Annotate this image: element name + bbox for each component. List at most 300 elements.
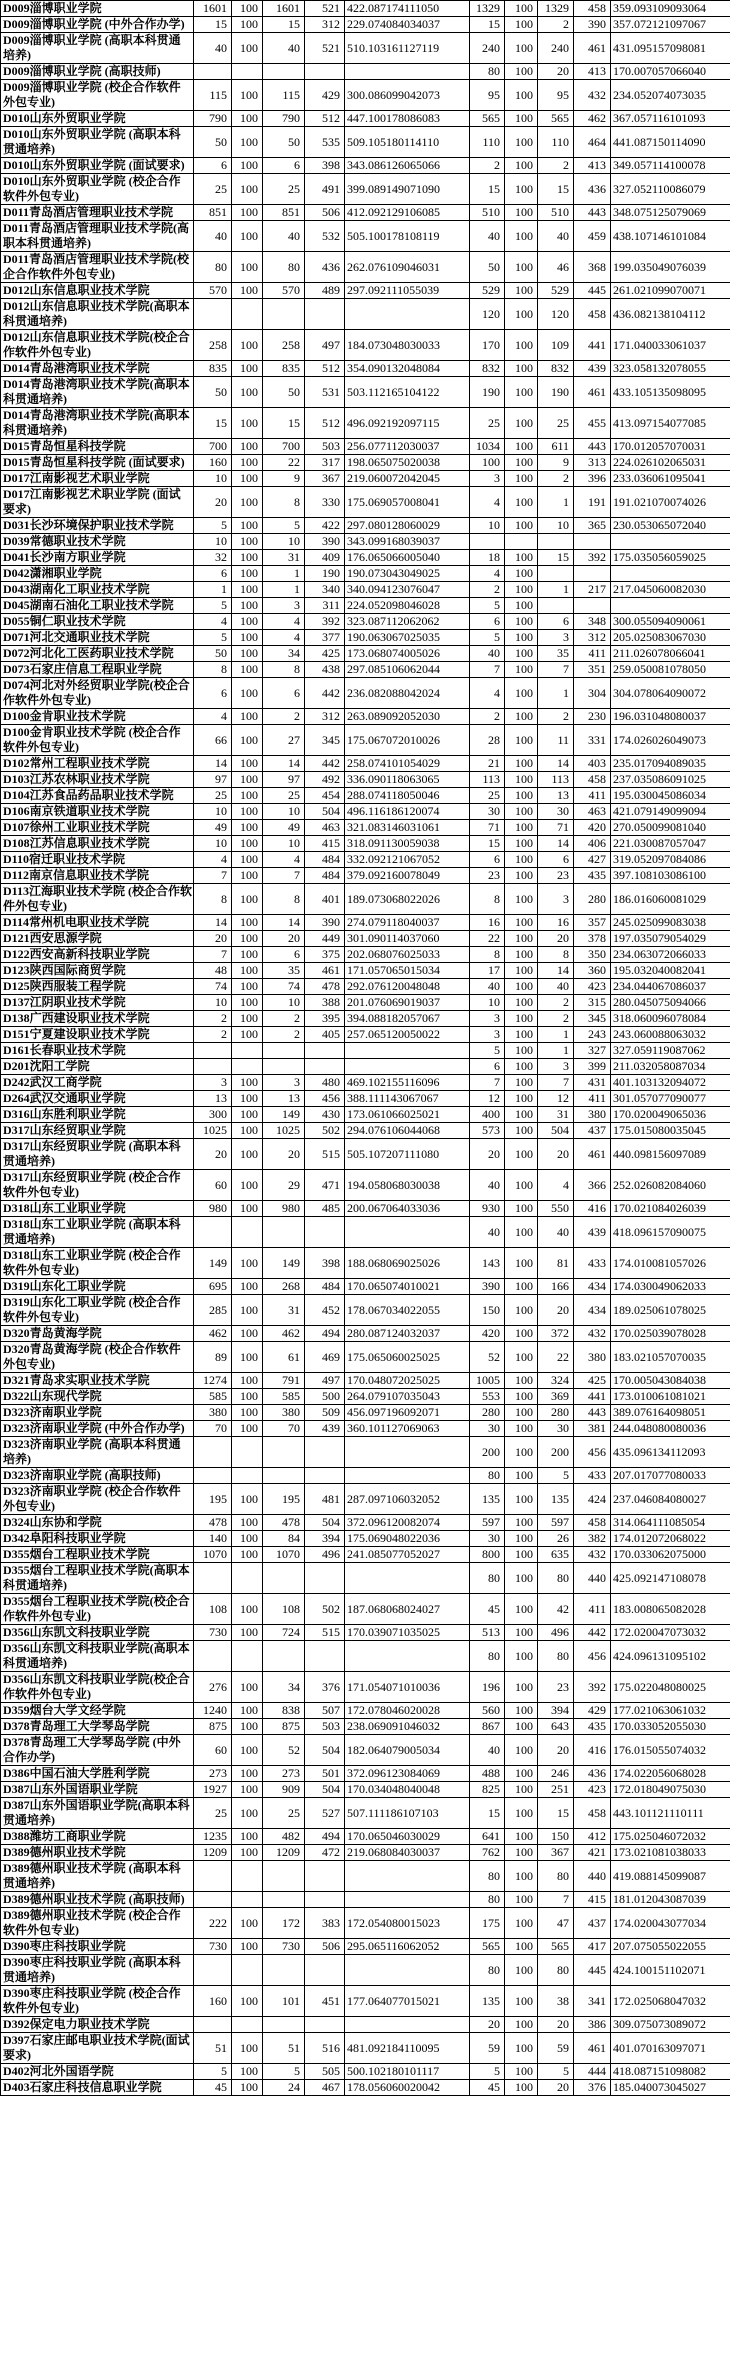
value-cell: 439 (574, 361, 611, 377)
value-cell: 140 (194, 1531, 232, 1547)
value-cell: 17 (470, 963, 505, 979)
value-cell (305, 1892, 345, 1908)
value-cell: 100 (232, 630, 263, 646)
value-cell: 504 (305, 1735, 345, 1766)
value-cell: 100 (232, 534, 263, 550)
school-name-cell: D151宁夏建设职业技术学院 (1, 1027, 194, 1043)
value-cell: 875 (263, 1719, 305, 1735)
school-name-cell: D392保定电力职业技术学院 (1, 2017, 194, 2033)
value-cell: 211.026078066041 (611, 646, 730, 662)
value-cell: 565 (470, 111, 505, 127)
value-cell: 273 (194, 1766, 232, 1782)
value-cell: 394 (305, 1531, 345, 1547)
value-cell: 7 (194, 947, 232, 963)
value-cell: 10 (194, 471, 232, 487)
value-cell: 425 (574, 1373, 611, 1389)
value-cell: 469 (305, 1342, 345, 1373)
table-row (1, 868, 730, 884)
value-cell: 100 (232, 709, 263, 725)
value-cell: 532 (305, 221, 345, 252)
value-cell: 23 (470, 868, 505, 884)
value-cell: 443 (574, 205, 611, 221)
value-cell: 436 (574, 1766, 611, 1782)
value-cell: 184.073048030033 (345, 330, 470, 361)
value-cell: 217 (574, 582, 611, 598)
value-cell: 403 (574, 756, 611, 772)
value-cell: 100 (505, 1295, 538, 1326)
value-cell: 10 (194, 995, 232, 1011)
value-cell: 100 (505, 174, 538, 205)
school-name-cell: D100金肯职业技术学院 (校企合作软件外包专业) (1, 725, 194, 756)
value-cell: 35 (538, 646, 574, 662)
value-cell: 20 (470, 2017, 505, 2033)
value-cell: 172.018049075030 (611, 1782, 730, 1798)
value-cell: 100 (232, 174, 263, 205)
value-cell: 100 (232, 1011, 263, 1027)
value-cell: 178.067034022055 (345, 1295, 470, 1326)
value-cell: 49 (263, 820, 305, 836)
value-cell: 29 (263, 1170, 305, 1201)
table-row (1, 1719, 730, 1735)
table-row (1, 979, 730, 995)
table-row (1, 1735, 730, 1766)
value-cell: 100 (232, 1798, 263, 1829)
value-cell: 20 (263, 931, 305, 947)
value-cell: 531 (305, 377, 345, 408)
table-row (1, 1515, 730, 1531)
value-cell: 456 (574, 1641, 611, 1672)
table-row (1, 2080, 730, 2096)
value-cell: 25 (194, 788, 232, 804)
school-name-cell: D323济南职业学院 (高职技师) (1, 1468, 194, 1484)
value-cell: 100 (232, 1123, 263, 1139)
value-cell: 980 (194, 1201, 232, 1217)
value-cell: 611 (538, 439, 574, 455)
value-cell (305, 1641, 345, 1672)
table-row (1, 1955, 730, 1986)
value-cell: 312 (305, 709, 345, 725)
value-cell: 15 (263, 17, 305, 33)
value-cell: 597 (538, 1515, 574, 1531)
value-cell: 259.050081078050 (611, 662, 730, 678)
school-name-cell: D011青岛酒店管理职业技术学院(校企合作软件外包专业) (1, 252, 194, 283)
value-cell: 100 (505, 836, 538, 852)
value-cell: 501 (305, 1766, 345, 1782)
value-cell: 790 (263, 111, 305, 127)
table-row (1, 915, 730, 931)
value-cell: 100 (505, 283, 538, 299)
value-cell: 435 (574, 868, 611, 884)
value-cell: 458 (574, 299, 611, 330)
value-cell: 31 (263, 1295, 305, 1326)
value-cell: 314.064111085054 (611, 1515, 730, 1531)
value-cell: 424 (574, 1484, 611, 1515)
value-cell: 171.057065015034 (345, 963, 470, 979)
value-cell: 3 (263, 598, 305, 614)
value-cell: 565 (538, 111, 574, 127)
value-cell: 135 (470, 1484, 505, 1515)
value-cell: 175.015080035045 (611, 1123, 730, 1139)
school-name-cell: D104江苏食品药品职业技术学院 (1, 788, 194, 804)
value-cell: 264.079107035043 (345, 1389, 470, 1405)
value-cell: 276 (194, 1672, 232, 1703)
table-row (1, 995, 730, 1011)
value-cell: 174.020043077034 (611, 1908, 730, 1939)
school-name-cell: D009淄博职业学院 (高职本科贯通培养) (1, 33, 194, 64)
value-cell: 100 (505, 1547, 538, 1563)
value-cell: 173.061066025021 (345, 1107, 470, 1123)
table-row (1, 1170, 730, 1201)
value-cell: 1 (538, 487, 574, 518)
value-cell: 20 (470, 1139, 505, 1170)
value-cell: 1235 (194, 1829, 232, 1845)
school-name-cell: D009淄博职业学院 (校企合作软件外包专业) (1, 80, 194, 111)
value-cell: 417 (574, 1939, 611, 1955)
value-cell: 398 (305, 158, 345, 174)
table-row (1, 1892, 730, 1908)
value-cell: 100 (232, 1829, 263, 1845)
value-cell: 875 (194, 1719, 232, 1735)
value-cell: 100 (505, 1437, 538, 1468)
value-cell: 430 (305, 1107, 345, 1123)
value-cell: 100 (232, 1405, 263, 1421)
value-cell: 399.089149071090 (345, 174, 470, 205)
value-cell: 300 (194, 1107, 232, 1123)
value-cell: 280.045075094066 (611, 995, 730, 1011)
school-name-cell: D107徐州工业职业技术学院 (1, 820, 194, 836)
table-row (1, 1217, 730, 1248)
value-cell: 100 (232, 221, 263, 252)
value-cell: 412.092129106085 (345, 205, 470, 221)
table-row (1, 111, 730, 127)
value-cell: 23 (538, 1672, 574, 1703)
value-cell: 100 (232, 158, 263, 174)
value-cell (305, 1217, 345, 1248)
value-cell: 14 (194, 915, 232, 931)
value-cell: 195.030045086034 (611, 788, 730, 804)
school-name-cell: D043湖南化工职业技术学院 (1, 582, 194, 598)
value-cell: 15 (470, 1798, 505, 1829)
school-name-cell: D390枣庄科技职业学院 (校企合作软件外包专业) (1, 1986, 194, 2017)
value-cell: 494 (305, 1829, 345, 1845)
value-cell: 1 (538, 678, 574, 709)
value-cell: 201.076069019037 (345, 995, 470, 1011)
value-cell: 100 (505, 1798, 538, 1829)
value-cell: 332.092121067052 (345, 852, 470, 868)
value-cell: 2 (538, 158, 574, 174)
value-cell: 432 (574, 80, 611, 111)
value-cell: 108 (194, 1594, 232, 1625)
value-cell (232, 1468, 263, 1484)
value-cell: 5 (194, 518, 232, 534)
value-cell: 301.057077090077 (611, 1091, 730, 1107)
table-row (1, 678, 730, 709)
value-cell: 21 (470, 756, 505, 772)
table-row (1, 330, 730, 361)
value-cell: 366 (574, 1170, 611, 1201)
value-cell: 150 (470, 1295, 505, 1326)
school-name-cell: D323济南职业学院 (中外合作办学) (1, 1421, 194, 1437)
value-cell: 445 (574, 283, 611, 299)
value-cell: 505.100178108119 (345, 221, 470, 252)
value-cell (305, 1043, 345, 1059)
value-cell: 170.007057066040 (611, 64, 730, 80)
value-cell: 100 (505, 1955, 538, 1986)
value-cell: 301.090114037060 (345, 931, 470, 947)
value-cell: 95 (538, 80, 574, 111)
school-name-cell: D010山东外贸职业学院 (1, 111, 194, 127)
value-cell: 172.020047073032 (611, 1625, 730, 1641)
value-cell: 40 (194, 33, 232, 64)
value-cell: 40 (194, 221, 232, 252)
value-cell: 100 (232, 756, 263, 772)
value-cell: 7 (538, 662, 574, 678)
value-cell (263, 64, 305, 80)
value-cell: 382 (574, 1531, 611, 1547)
school-name-cell: D103江苏农林职业技术学院 (1, 772, 194, 788)
value-cell: 343.086126065066 (345, 158, 470, 174)
value-cell: 424.100151102071 (611, 1955, 730, 1986)
value-cell (305, 64, 345, 80)
school-name-cell: D009淄博职业学院 (高职技师) (1, 64, 194, 80)
value-cell: 71 (470, 820, 505, 836)
value-cell: 100 (505, 1468, 538, 1484)
value-cell: 202.068076025033 (345, 947, 470, 963)
value-cell (194, 299, 232, 330)
value-cell: 1240 (194, 1703, 232, 1719)
value-cell: 100 (232, 361, 263, 377)
value-cell: 318.060096078084 (611, 1011, 730, 1027)
value-cell: 437 (574, 1123, 611, 1139)
value-cell: 4 (470, 678, 505, 709)
value-cell: 42 (538, 1594, 574, 1625)
value-cell: 115 (194, 80, 232, 111)
value-cell: 51 (194, 2033, 232, 2064)
value-cell (263, 1955, 305, 1986)
value-cell: 456 (305, 1091, 345, 1107)
value-cell: 100 (232, 1107, 263, 1123)
value-cell: 100 (505, 2033, 538, 2064)
value-cell: 4 (470, 487, 505, 518)
value-cell: 7 (470, 1075, 505, 1091)
value-cell: 447.100178086083 (345, 111, 470, 127)
value-cell: 515 (305, 1139, 345, 1170)
value-cell: 15 (194, 408, 232, 439)
value-cell: 300.086099042073 (345, 80, 470, 111)
value-cell (263, 1468, 305, 1484)
value-cell: 100 (232, 1515, 263, 1531)
school-name-cell: D317山东经贸职业学院 (校企合作软件外包专业) (1, 1170, 194, 1201)
table-row (1, 1641, 730, 1672)
value-cell: 700 (194, 439, 232, 455)
value-cell: 100 (232, 408, 263, 439)
value-cell: 3 (470, 471, 505, 487)
value-cell: 2 (470, 709, 505, 725)
value-cell: 172 (263, 1908, 305, 1939)
value-cell: 46 (538, 252, 574, 283)
value-cell: 15 (470, 174, 505, 205)
value-cell: 194.058068030038 (345, 1170, 470, 1201)
value-cell: 100 (505, 725, 538, 756)
value-cell: 550 (538, 1201, 574, 1217)
value-cell: 175.025046072032 (611, 1829, 730, 1845)
value-cell: 488 (470, 1766, 505, 1782)
table-row (1, 1672, 730, 1703)
value-cell: 23 (538, 868, 574, 884)
value-cell: 222 (194, 1908, 232, 1939)
value-cell: 190 (538, 377, 574, 408)
value-cell: 100 (232, 252, 263, 283)
value-cell: 100 (232, 1326, 263, 1342)
value-cell: 304 (574, 678, 611, 709)
value-cell: 791 (263, 1373, 305, 1389)
table-row (1, 80, 730, 111)
value-cell: 100 (505, 1170, 538, 1201)
value-cell: 456 (574, 1437, 611, 1468)
value-cell: 30 (538, 804, 574, 820)
school-name-cell: D010山东外贸职业学院 (校企合作软件外包专业) (1, 174, 194, 205)
value-cell: 570 (263, 283, 305, 299)
table-row (1, 174, 730, 205)
value-cell: 443 (574, 1405, 611, 1421)
value-cell: 40 (470, 1217, 505, 1248)
value-cell: 1274 (194, 1373, 232, 1389)
value-cell: 504 (305, 1782, 345, 1798)
value-cell: 100 (505, 1201, 538, 1217)
value-cell: 396 (574, 471, 611, 487)
value-cell: 241.085077052027 (345, 1547, 470, 1563)
value-cell: 50 (263, 127, 305, 158)
value-cell: 521 (305, 33, 345, 64)
value-cell: 100 (505, 772, 538, 788)
value-cell: 100 (232, 1421, 263, 1437)
value-cell: 100 (505, 1829, 538, 1845)
table-row (1, 439, 730, 455)
table-row (1, 550, 730, 566)
school-name-cell: D355烟台工程职业技术学院(高职本科贯通培养) (1, 1563, 194, 1594)
value-cell: 12 (470, 1091, 505, 1107)
value-cell (263, 1043, 305, 1059)
value-cell: 429 (305, 80, 345, 111)
school-name-cell: D011青岛酒店管理职业技术学院(高职本科贯通培养) (1, 221, 194, 252)
value-cell: 433 (574, 1468, 611, 1484)
school-name-cell: D017江南影视艺术职业学院 (面试要求) (1, 487, 194, 518)
value-cell: 100 (232, 471, 263, 487)
value-cell: 256.077112030037 (345, 439, 470, 455)
value-cell: 510 (538, 205, 574, 221)
value-cell: 394.088182057067 (345, 1011, 470, 1027)
value-cell: 397.108103086100 (611, 868, 730, 884)
value-cell: 190 (470, 377, 505, 408)
school-name-cell: D322山东现代学院 (1, 1389, 194, 1405)
school-name-cell: D323济南职业学院 (高职本科贯通培养) (1, 1437, 194, 1468)
value-cell: 280 (470, 1405, 505, 1421)
value-cell: 100 (505, 1861, 538, 1892)
value-cell: 516 (305, 2033, 345, 2064)
value-cell: 399 (574, 1059, 611, 1075)
school-name-cell: D319山东化工职业学院 (校企合作软件外包专业) (1, 1295, 194, 1326)
value-cell: 120 (470, 299, 505, 330)
value-cell: 30 (470, 804, 505, 820)
school-name-cell: D122西安高新科技职业学院 (1, 947, 194, 963)
value-cell: 790 (194, 111, 232, 127)
value-cell: 435 (574, 1719, 611, 1735)
value-cell: 309.075073089072 (611, 2017, 730, 2033)
table-row (1, 614, 730, 630)
value-cell: 234.063072066033 (611, 947, 730, 963)
value-cell: 461 (574, 2033, 611, 2064)
value-cell: 5 (538, 2064, 574, 2080)
value-cell: 100 (232, 598, 263, 614)
value-cell: 100 (232, 788, 263, 804)
value-cell: 311 (305, 598, 345, 614)
value-cell (345, 1437, 470, 1468)
value-cell: 100 (232, 1986, 263, 2017)
value-cell: 492 (305, 772, 345, 788)
value-cell: 100 (505, 1217, 538, 1248)
value-cell (305, 1059, 345, 1075)
value-cell (470, 534, 505, 550)
value-cell: 270.050099081040 (611, 820, 730, 836)
value-cell: 173.021081038033 (611, 1845, 730, 1861)
value-cell (194, 1955, 232, 1986)
value-cell: 70 (263, 1421, 305, 1437)
value-cell (505, 534, 538, 550)
table-row (1, 1043, 730, 1059)
value-cell: 461 (574, 377, 611, 408)
value-cell (538, 598, 574, 614)
table-row (1, 931, 730, 947)
value-cell: 175 (470, 1908, 505, 1939)
value-cell: 442 (574, 1625, 611, 1641)
school-name-cell: D386中国石油大学胜利学院 (1, 1766, 194, 1782)
value-cell: 100 (232, 1484, 263, 1515)
value-cell: 182.064079005034 (345, 1735, 470, 1766)
value-cell: 38 (538, 1986, 574, 2017)
value-cell: 441 (574, 330, 611, 361)
value-cell: 80 (470, 1468, 505, 1484)
value-cell: 100 (505, 1641, 538, 1672)
value-cell (345, 1217, 470, 1248)
value-cell: 170 (470, 330, 505, 361)
value-cell: 1 (538, 1027, 574, 1043)
value-cell: 1 (194, 582, 232, 598)
value-cell: 484 (305, 1279, 345, 1295)
value-cell: 100 (505, 709, 538, 725)
value-cell: 100 (505, 852, 538, 868)
school-name-cell: D045湖南石油化工职业技术学院 (1, 598, 194, 614)
value-cell: 10 (263, 534, 305, 550)
school-name-cell: D055铜仁职业技术学院 (1, 614, 194, 630)
table-row (1, 1861, 730, 1892)
value-cell: 108 (263, 1594, 305, 1625)
value-cell (345, 1892, 470, 1908)
value-cell: 643 (538, 1719, 574, 1735)
table-row (1, 1421, 730, 1437)
value-cell: 15 (194, 17, 232, 33)
value-cell: 413.097154077085 (611, 408, 730, 439)
value-cell: 100 (232, 1939, 263, 1955)
value-cell: 89 (194, 1342, 232, 1373)
value-cell: 175.067072010026 (345, 725, 470, 756)
value-cell: 357.072121097067 (611, 17, 730, 33)
value-cell: 10 (194, 534, 232, 550)
school-name-cell: D015青岛恒星科技学院 (面试要求) (1, 455, 194, 471)
value-cell: 507.111186107103 (345, 1798, 470, 1829)
table-row (1, 1373, 730, 1389)
value-cell: 100 (505, 598, 538, 614)
value-cell: 4 (194, 614, 232, 630)
